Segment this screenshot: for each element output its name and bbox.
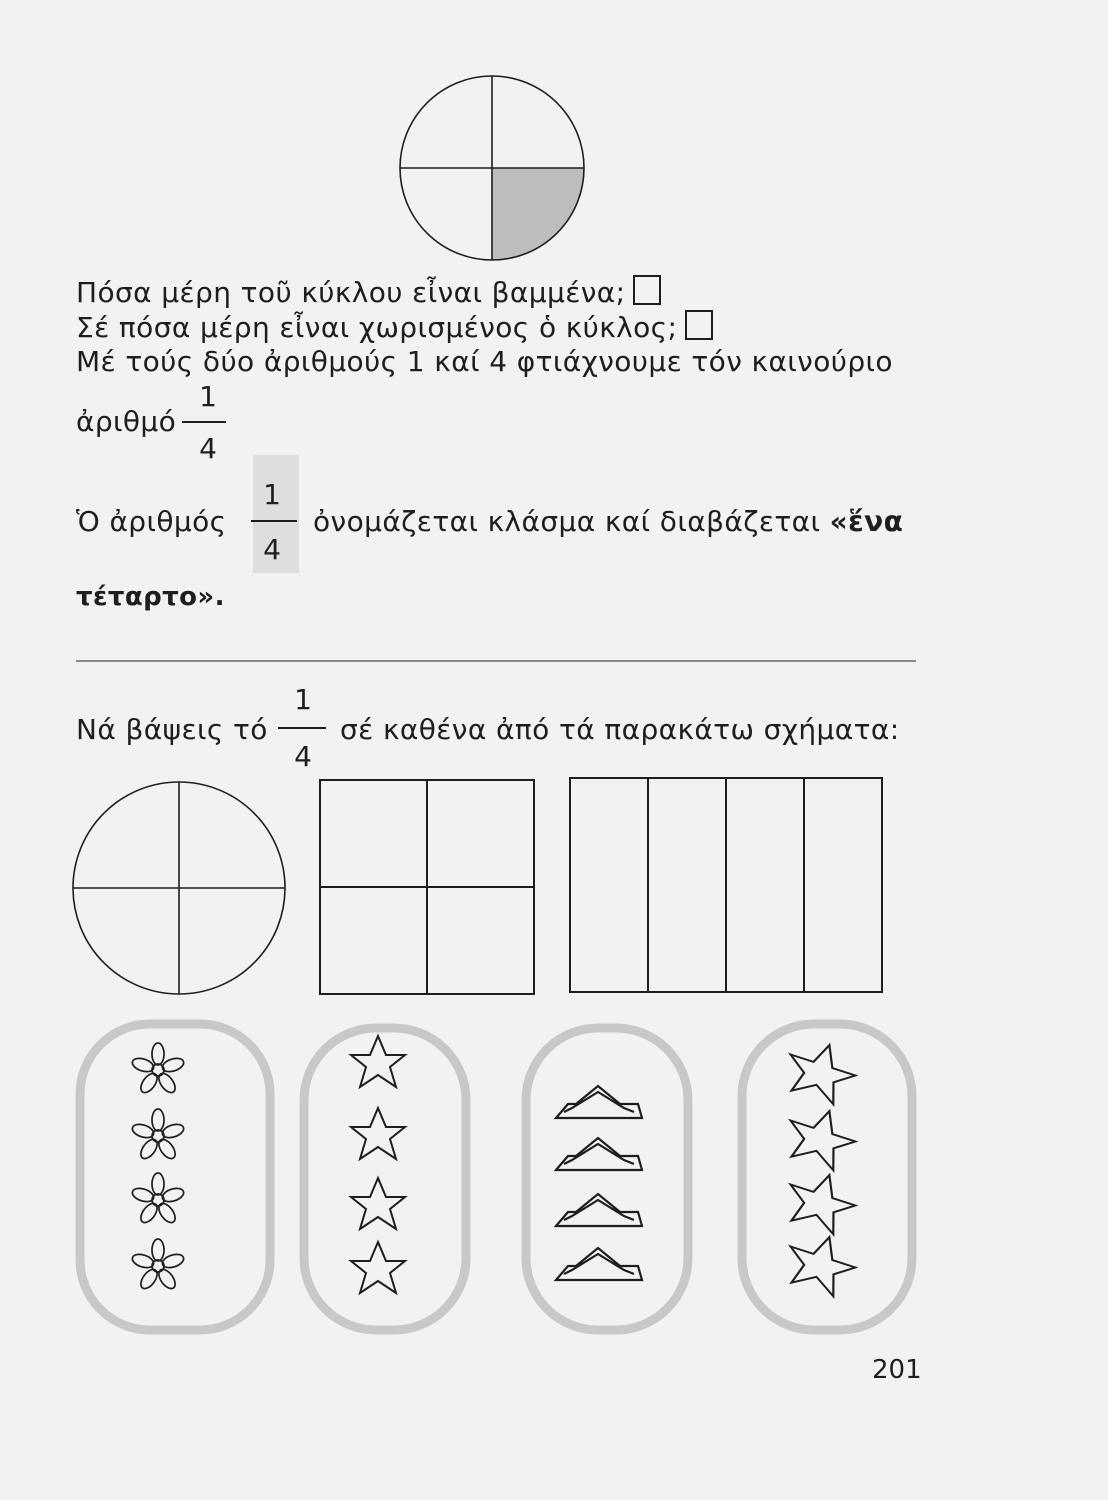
flower-icon (131, 1173, 186, 1225)
page-number: 201 (872, 1355, 922, 1385)
slanted-star-icon-group[interactable] (780, 1035, 862, 1300)
exercise-text: σέ καθένα ἀπό τά παρακάτω σχήματα: (340, 713, 900, 746)
oval-group-houses (526, 1028, 688, 1330)
question-total-parts: Σέ πόσα μέρη εἶναι χωρισμένος ὁ κύκλος; (76, 310, 713, 345)
house-icon (556, 1138, 642, 1170)
definition-fraction-denominator: 4 (263, 533, 281, 566)
flower-icon-group[interactable] (131, 1043, 186, 1291)
flower-icon (131, 1043, 186, 1095)
definition-bold-start: «ἕνα (829, 505, 904, 538)
flower-icon (131, 1239, 186, 1291)
slanted-star-icon (780, 1035, 862, 1108)
rectangle-quarters[interactable] (570, 778, 882, 992)
fraction-numerator: 1 (199, 380, 217, 413)
star-icon (351, 1036, 405, 1087)
house-icon-group[interactable] (556, 1086, 642, 1280)
star-icon (351, 1178, 405, 1229)
house-icon (556, 1194, 642, 1226)
star-icon (351, 1108, 405, 1159)
star-icon (351, 1242, 405, 1293)
house-icon (556, 1248, 642, 1280)
fraction-denominator: 4 (199, 432, 217, 465)
statement-number-label: ἀριθμό (76, 405, 177, 438)
definition-text: ὀνομάζεται κλάσμα καί διαβάζεται «ἕνα (313, 505, 904, 538)
star-icon-group[interactable] (351, 1036, 405, 1293)
definition-bold-end: τέταρτο». (76, 582, 225, 612)
exercise-fraction-numerator: 1 (294, 683, 312, 716)
definition-fraction-numerator: 1 (263, 478, 281, 511)
circle-quarters[interactable] (73, 782, 285, 994)
slanted-star-icon (780, 1165, 862, 1238)
slanted-star-icon (780, 1101, 862, 1174)
house-icon (556, 1086, 642, 1118)
slanted-star-icon (780, 1227, 862, 1300)
flower-icon (131, 1109, 186, 1161)
definition-label: Ὁ ἀριθμός (76, 505, 227, 538)
square-quarters[interactable] (320, 780, 534, 994)
statement-new-number: Μέ τούς δύο ἀριθμούς 1 καί 4 φτιάχνουμε τόν καινούριο (76, 345, 893, 378)
exercise-fraction-denominator: 4 (294, 740, 312, 773)
question-shaded-parts: Πόσα μέρη τοῦ κύκλου εἶναι βαμμένα; (76, 275, 661, 310)
exercise-label: Νά βάψεις τό (76, 713, 268, 746)
